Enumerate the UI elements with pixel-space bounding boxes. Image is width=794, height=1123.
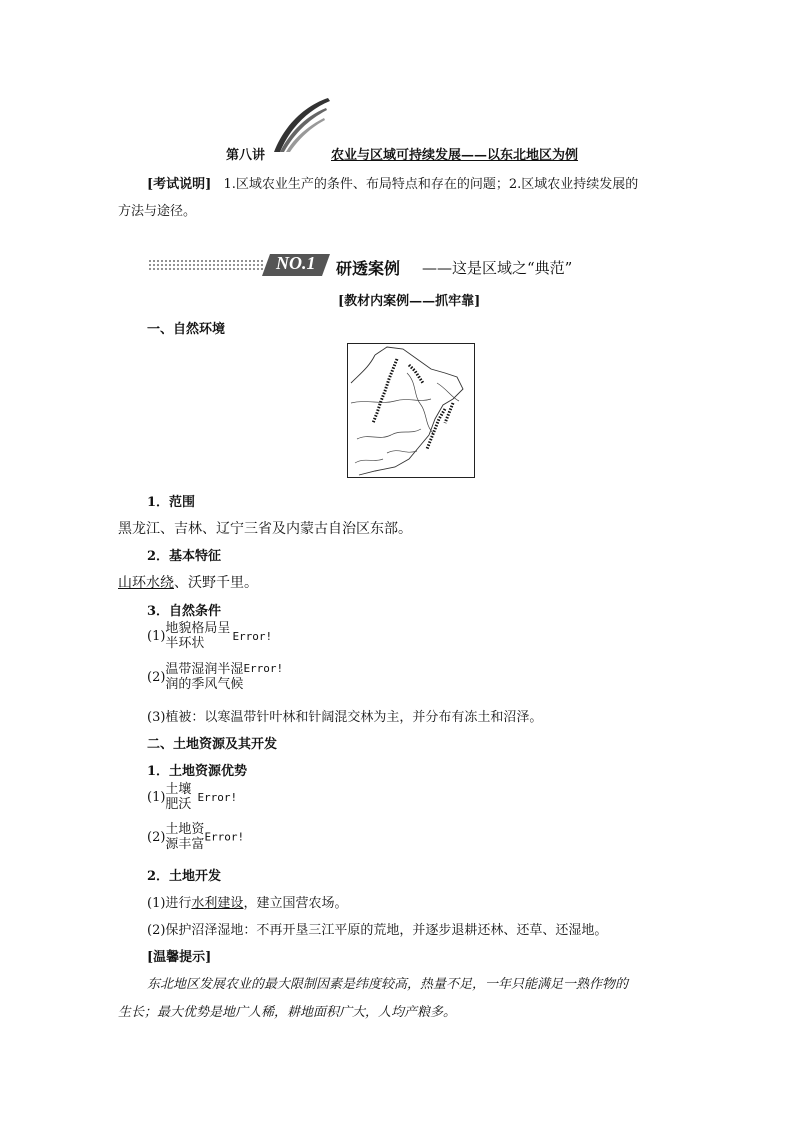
a1-line1: 土壤 [165,782,192,797]
subheading: [教材内案例——抓牢靠] [338,294,481,309]
c2-stack [165,662,243,692]
lecture-number: 第八讲 [226,148,266,163]
s1-item2-title: 2．基本特征 [147,549,222,564]
c1-num: (1) [147,628,166,644]
a2-stack [165,822,204,852]
exam-note-label: [考试说明] [147,177,212,192]
s1-item3-title: 3．自然条件 [147,604,222,619]
s1-condition-2 [147,662,283,692]
a2-num: (2) [147,829,166,845]
title-swoosh-icon [270,96,332,156]
banner-title: 研透案例 [336,259,401,278]
c2-line1: 温带湿润半湿 [165,662,244,677]
northeast-map-figure [347,343,475,478]
tip-line1: 东北地区发展农业的最大限制因素是纬度较高，热量不足，一年只能满足一熟作物的 [147,977,629,992]
s2-advantage-2 [147,822,244,852]
s2-dev-2: (2)保护沼泽湿地：不再开垦三江平原的荒地，并逐步退耕还林、还草、还湿地。 [147,923,608,938]
s1-condition-1 [147,621,272,651]
c1-stack [165,621,230,651]
s1-item2-rest: 、沃野千里。 [174,575,258,591]
d1-underlined: 水利建设 [191,896,244,911]
tip-label: [温馨提示] [147,950,212,965]
s1-condition-3: (3)植被：以寒温带针叶林和针阔混交林为主，并分布有冻土和沼泽。 [147,710,543,725]
d1-post: ，建立国营农场。 [243,896,348,911]
a2-line1: 土地资 [165,822,205,837]
a1-stack [165,782,191,812]
s1-item2-underlined: 山环水绕 [118,575,174,591]
banner-dots [148,259,264,272]
c2-error: Error! [243,662,284,675]
d1-pre: (1)进行 [147,896,192,911]
c1-line2: 半环状 [165,636,205,651]
a1-num: (1) [147,789,166,805]
a2-line2: 源丰富 [165,837,205,852]
section2-heading: 二、土地资源及其开发 [147,737,278,752]
exam-note-line1: 1.区域农业生产的条件、布局特点和存在的问题；2.区域农业持续发展的 [223,177,639,192]
s1-item1-title: 1．范围 [147,495,196,510]
c2-line2: 润的季风气候 [165,677,244,692]
s2-item1-title: 1．土地资源优势 [147,764,248,779]
exam-note [147,173,638,192]
a1-line2: 肥沃 [165,797,192,812]
exam-note-line2: 方法与途径。 [118,204,197,219]
s1-item1-text: 黑龙江、吉林、辽宁三省及内蒙古自治区东部。 [118,521,412,537]
a1-error: Error! [197,790,238,804]
tip-line2: 生长；最大优势是地广人稀，耕地面积广大，人均产粮多。 [118,1005,457,1020]
lecture-title: 农业与区域可持续发展——以东北地区为例 [331,148,579,163]
banner-subtitle: ——这是区域之“典范” [422,259,573,277]
c1-line1: 地貌格局呈 [165,621,231,636]
banner-badge: NO.1 [276,253,316,273]
c1-error: Error! [232,629,273,643]
c2-num: (2) [147,669,166,685]
s1-item2-text [118,572,258,592]
a2-error: Error! [204,830,245,844]
s2-advantage-1 [147,782,237,812]
s2-dev-1 [147,892,347,911]
section1-heading: 一、自然环境 [147,322,226,337]
s2-item2-title: 2．土地开发 [147,869,222,884]
